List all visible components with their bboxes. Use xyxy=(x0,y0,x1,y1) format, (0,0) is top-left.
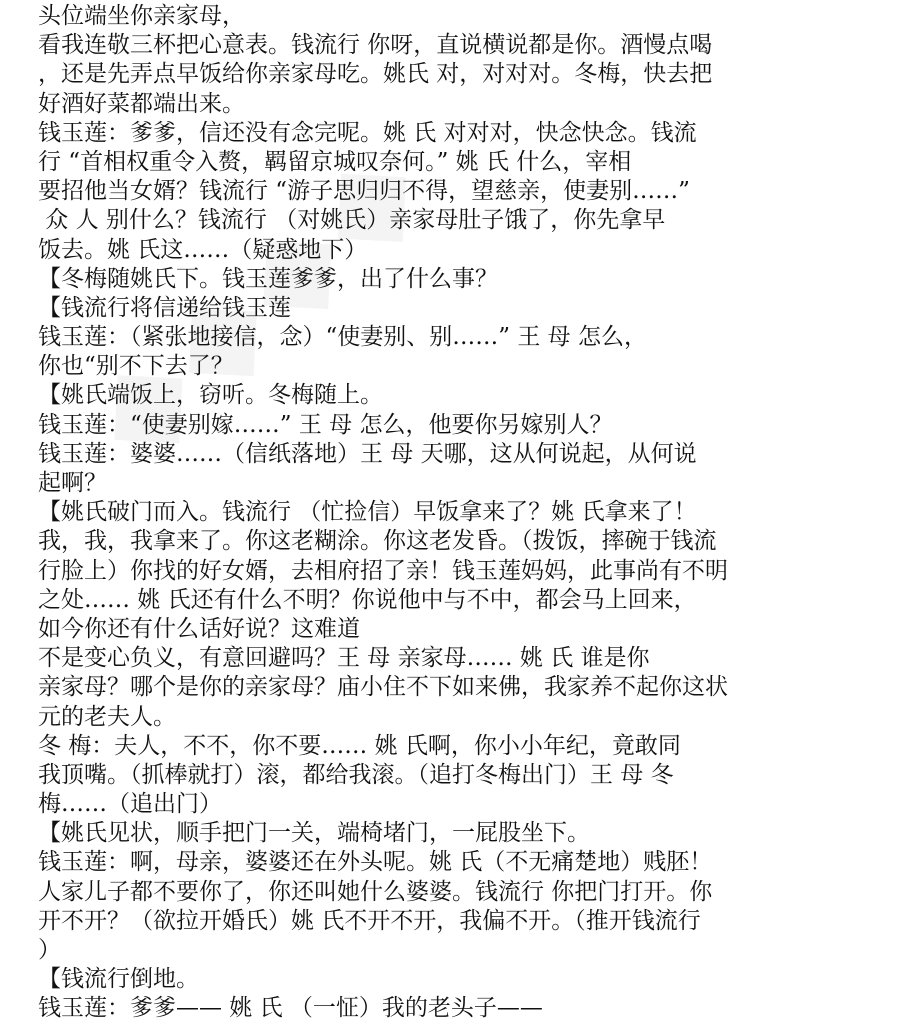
text-line-11: 【钱流行将信递给钱玉莲 xyxy=(38,294,291,321)
text-line-16: 钱玉莲：婆婆……（信纸落地）王 母 天哪，这从何说起，从何说 xyxy=(38,440,697,467)
text-line-18: 【姚氏破门而入。钱流行 （忙捡信）早饭拿来了？姚 氏拿来了！ xyxy=(38,499,697,526)
text-line-13: 你也“别不下去了？ xyxy=(38,353,234,380)
text-line-3: ，还是先弄点早饭给你亲家母吃。姚氏 对，对对对。冬梅，快去把 xyxy=(38,61,713,88)
text-line-19: 我，我，我拿来了。你这老糊涂。你这老发昏。（拨饭，摔碗于钱流 xyxy=(38,528,717,555)
text-line-1: 头位端坐你亲家母， xyxy=(38,3,245,29)
text-line-14: 【姚氏端饭上，窃听。冬梅随上。 xyxy=(38,382,383,409)
text-line-34: 【钱流行倒地。 xyxy=(38,966,199,993)
text-line-12: 钱玉莲：（紧张地接信，念）“使妻别、别……” 王 母 怎么， xyxy=(38,324,647,351)
text-line-24: 亲家母？哪个是你的亲家母？庙小住不下如来佛，我家养不起你这状 xyxy=(38,674,728,701)
text-line-15: 钱玉莲：“使妻别嫁……” 王 母 怎么，他要你另嫁别人？ xyxy=(38,411,613,438)
text-line-21: 之处…… 姚 氏还有什么不明？你说他中与不中，都会马上回来， xyxy=(38,586,697,613)
text-line-23: 不是变心负义，有意回避吗？王 母 亲家母…… 姚 氏 谁是你 xyxy=(38,645,650,672)
text-line-26: 冬 梅：夫人，不不，你不要…… 姚 氏啊，你小小年纪，竟敢同 xyxy=(38,732,681,759)
document-body xyxy=(38,2,888,1024)
text-line-32: 开不开？（欲拉开婚氏）姚 氏不开不开，我偏不开。（推开钱流行 xyxy=(38,907,701,934)
text-line-33: ） xyxy=(38,937,61,963)
text-line-4: 好酒好菜都端出来。 xyxy=(38,90,245,117)
text-line-6: 行 “首相权重令入赘，羁留京城叹奈何。” 姚 氏 什么，宰相 xyxy=(38,148,632,175)
text-line-7: 要招他当女婿？钱流行 “游子思归归不得，望慈亲，使妻别……” xyxy=(38,178,690,205)
text-line-30: 钱玉莲：啊，母亲，婆婆还在外头呢。姚 氏（不无痛楚地）贱胚！ xyxy=(38,849,713,876)
text-line-5: 钱玉莲：爹爹，信还没有念完呢。姚 氏 对对对，快念快念。钱流 xyxy=(38,119,697,146)
text-line-22: 如今你还有什么话好说？这难道 xyxy=(38,615,360,642)
text-line-2: 看我连敬三杯把心意表。钱流行 你呀，直说横说都是你。酒慢点喝 xyxy=(38,32,713,59)
text-line-31: 人家儿子都不要你了，你还叫她什么婆婆。钱流行 你把门打开。你 xyxy=(38,878,713,905)
text-line-20: 行脸上）你找的好女婿，去相府招了亲！钱玉莲妈妈，此事尚有不明 xyxy=(38,557,728,584)
text-line-35: 钱玉莲：爹爹—— 姚 氏 （一怔）我的老头子—— xyxy=(38,995,543,1022)
text-line-25: 元的老夫人。 xyxy=(38,703,176,730)
text-line-28: 梅……（追出门） xyxy=(38,791,222,818)
text-line-10: 【冬梅随姚氏下。钱玉莲爹爹，出了什么事？ xyxy=(38,265,498,292)
text-line-9: 饭去。姚 氏这……（疑惑地下） xyxy=(38,236,368,263)
text-line-29: 【姚氏见状，顺手把门一关，端椅堵门，一屁股坐下。 xyxy=(38,820,590,847)
text-line-27: 我顶嘴。（抓棒就打）滚，都给我滚。（追打冬梅出门）王 母 冬 xyxy=(38,761,674,788)
text-line-17: 起啊？ xyxy=(38,470,107,496)
text-line-8: 众 人 别什么？钱流行 （对姚氏）亲家母肚子饿了，你先拿早 xyxy=(38,207,666,234)
